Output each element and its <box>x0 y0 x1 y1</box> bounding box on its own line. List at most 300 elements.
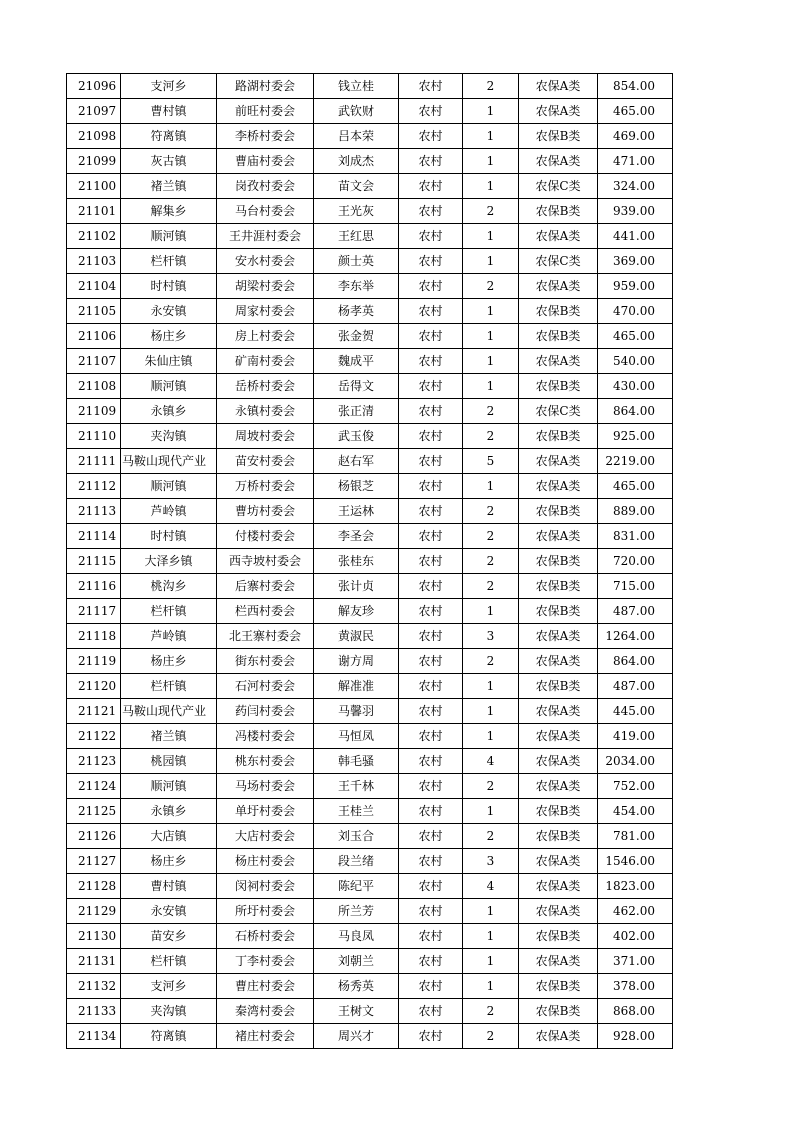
cell-village-committee: 西寺坡村委会 <box>217 549 314 574</box>
cell-insurance-category: 农保B类 <box>519 124 598 149</box>
cell-insurance-category: 农保A类 <box>519 224 598 249</box>
cell-village-committee: 万桥村委会 <box>217 474 314 499</box>
cell-township: 大店镇 <box>121 824 217 849</box>
table-row <box>67 424 673 449</box>
cell-township: 杨庄乡 <box>121 649 217 674</box>
cell-township: 栏杆镇 <box>121 949 217 974</box>
cell-insurance-category: 农保B类 <box>519 674 598 699</box>
cell-village-committee: 周家村委会 <box>217 299 314 324</box>
cell-person-name: 吕本荣 <box>314 124 399 149</box>
cell-household-type: 农村 <box>399 124 463 149</box>
cell-township: 曹村镇 <box>121 99 217 124</box>
cell-amount: 465.00 <box>598 324 673 349</box>
cell-household-type: 农村 <box>399 424 463 449</box>
cell-person-name: 解友珍 <box>314 599 399 624</box>
cell-person-name: 杨银芝 <box>314 474 399 499</box>
table-row <box>67 524 673 549</box>
cell-household-type: 农村 <box>399 249 463 274</box>
cell-amount: 831.00 <box>598 524 673 549</box>
table-row <box>67 899 673 924</box>
cell-insurance-category: 农保A类 <box>519 74 598 99</box>
cell-amount: 324.00 <box>598 174 673 199</box>
roster-table <box>66 73 673 1049</box>
cell-township: 褚兰镇 <box>121 174 217 199</box>
cell-insurance-category: 农保B类 <box>519 574 598 599</box>
cell-insurance-category: 农保C类 <box>519 399 598 424</box>
cell-household-type: 农村 <box>399 449 463 474</box>
cell-household-count: 3 <box>463 849 519 874</box>
cell-record-id: 21130 <box>67 924 121 949</box>
cell-insurance-category: 农保B类 <box>519 924 598 949</box>
cell-village-committee: 房上村委会 <box>217 324 314 349</box>
cell-amount: 369.00 <box>598 249 673 274</box>
cell-amount: 1546.00 <box>598 849 673 874</box>
cell-household-type: 农村 <box>399 974 463 999</box>
cell-village-committee: 栏西村委会 <box>217 599 314 624</box>
cell-insurance-category: 农保A类 <box>519 524 598 549</box>
cell-record-id: 21122 <box>67 724 121 749</box>
cell-person-name: 王桂兰 <box>314 799 399 824</box>
table-row <box>67 974 673 999</box>
cell-record-id: 21098 <box>67 124 121 149</box>
cell-insurance-category: 农保A类 <box>519 349 598 374</box>
cell-insurance-category: 农保A类 <box>519 149 598 174</box>
cell-village-committee: 街东村委会 <box>217 649 314 674</box>
cell-household-count: 4 <box>463 749 519 774</box>
cell-amount: 469.00 <box>598 124 673 149</box>
cell-village-committee: 丁李村委会 <box>217 949 314 974</box>
cell-household-count: 2 <box>463 524 519 549</box>
cell-record-id: 21099 <box>67 149 121 174</box>
cell-household-type: 农村 <box>399 949 463 974</box>
cell-person-name: 魏成平 <box>314 349 399 374</box>
table-row <box>67 674 673 699</box>
table-row <box>67 924 673 949</box>
cell-record-id: 21116 <box>67 574 121 599</box>
cell-amount: 864.00 <box>598 399 673 424</box>
cell-household-type: 农村 <box>399 824 463 849</box>
cell-household-count: 1 <box>463 249 519 274</box>
cell-person-name: 谢方周 <box>314 649 399 674</box>
cell-amount: 419.00 <box>598 724 673 749</box>
cell-village-committee: 岳桥村委会 <box>217 374 314 399</box>
cell-insurance-category: 农保A类 <box>519 449 598 474</box>
cell-person-name: 张桂东 <box>314 549 399 574</box>
cell-township: 马鞍山现代产业 <box>121 699 217 724</box>
cell-amount: 441.00 <box>598 224 673 249</box>
cell-village-committee: 石桥村委会 <box>217 924 314 949</box>
cell-village-committee: 桃东村委会 <box>217 749 314 774</box>
table-row <box>67 499 673 524</box>
cell-village-committee: 冯楼村委会 <box>217 724 314 749</box>
cell-insurance-category: 农保A类 <box>519 699 598 724</box>
cell-household-type: 农村 <box>399 199 463 224</box>
table-row <box>67 74 673 99</box>
cell-record-id: 21112 <box>67 474 121 499</box>
cell-amount: 928.00 <box>598 1024 673 1049</box>
cell-record-id: 21132 <box>67 974 121 999</box>
cell-household-count: 1 <box>463 599 519 624</box>
cell-township: 曹村镇 <box>121 874 217 899</box>
cell-household-type: 农村 <box>399 1024 463 1049</box>
cell-household-count: 1 <box>463 374 519 399</box>
cell-household-count: 1 <box>463 799 519 824</box>
cell-record-id: 21100 <box>67 174 121 199</box>
cell-township: 马鞍山现代产业 <box>121 449 217 474</box>
cell-amount: 471.00 <box>598 149 673 174</box>
cell-person-name: 刘朝兰 <box>314 949 399 974</box>
cell-household-type: 农村 <box>399 849 463 874</box>
cell-record-id: 21118 <box>67 624 121 649</box>
cell-person-name: 刘玉合 <box>314 824 399 849</box>
cell-household-count: 2 <box>463 1024 519 1049</box>
cell-household-count: 1 <box>463 224 519 249</box>
cell-township: 时村镇 <box>121 524 217 549</box>
cell-record-id: 21101 <box>67 199 121 224</box>
cell-household-type: 农村 <box>399 699 463 724</box>
cell-village-committee: 北王寨村委会 <box>217 624 314 649</box>
cell-record-id: 21127 <box>67 849 121 874</box>
cell-insurance-category: 农保A类 <box>519 99 598 124</box>
cell-village-committee: 岗孜村委会 <box>217 174 314 199</box>
cell-amount: 2034.00 <box>598 749 673 774</box>
cell-village-committee: 石河村委会 <box>217 674 314 699</box>
cell-person-name: 马馨羽 <box>314 699 399 724</box>
cell-person-name: 张金贺 <box>314 324 399 349</box>
cell-person-name: 武钦财 <box>314 99 399 124</box>
cell-township: 大泽乡镇 <box>121 549 217 574</box>
cell-township: 永镇乡 <box>121 399 217 424</box>
cell-record-id: 21125 <box>67 799 121 824</box>
table-row <box>67 199 673 224</box>
cell-person-name: 所兰芳 <box>314 899 399 924</box>
table-row <box>67 574 673 599</box>
cell-record-id: 21128 <box>67 874 121 899</box>
cell-village-committee: 杨庄村委会 <box>217 849 314 874</box>
cell-township: 顺河镇 <box>121 774 217 799</box>
cell-household-type: 农村 <box>399 599 463 624</box>
cell-household-count: 2 <box>463 274 519 299</box>
cell-household-type: 农村 <box>399 399 463 424</box>
cell-village-committee: 曹坊村委会 <box>217 499 314 524</box>
cell-township: 时村镇 <box>121 274 217 299</box>
cell-household-type: 农村 <box>399 799 463 824</box>
cell-insurance-category: 农保B类 <box>519 199 598 224</box>
cell-amount: 959.00 <box>598 274 673 299</box>
cell-amount: 781.00 <box>598 824 673 849</box>
cell-village-committee: 马场村委会 <box>217 774 314 799</box>
cell-household-count: 2 <box>463 399 519 424</box>
cell-person-name: 李东举 <box>314 274 399 299</box>
cell-record-id: 21119 <box>67 649 121 674</box>
cell-household-type: 农村 <box>399 549 463 574</box>
cell-amount: 465.00 <box>598 99 673 124</box>
cell-household-count: 2 <box>463 574 519 599</box>
cell-record-id: 21102 <box>67 224 121 249</box>
cell-record-id: 21133 <box>67 999 121 1024</box>
cell-village-committee: 褚庄村委会 <box>217 1024 314 1049</box>
cell-insurance-category: 农保B类 <box>519 974 598 999</box>
cell-person-name: 张正清 <box>314 399 399 424</box>
cell-village-committee: 闵祠村委会 <box>217 874 314 899</box>
cell-record-id: 21126 <box>67 824 121 849</box>
table-row <box>67 249 673 274</box>
cell-village-committee: 矿南村委会 <box>217 349 314 374</box>
cell-person-name: 颜士英 <box>314 249 399 274</box>
cell-township: 杨庄乡 <box>121 324 217 349</box>
cell-household-type: 农村 <box>399 524 463 549</box>
cell-village-committee: 单圩村委会 <box>217 799 314 824</box>
table-row <box>67 474 673 499</box>
cell-person-name: 马良凤 <box>314 924 399 949</box>
cell-insurance-category: 农保B类 <box>519 999 598 1024</box>
cell-household-count: 2 <box>463 549 519 574</box>
cell-village-committee: 药闫村委会 <box>217 699 314 724</box>
cell-amount: 402.00 <box>598 924 673 949</box>
cell-record-id: 21109 <box>67 399 121 424</box>
cell-insurance-category: 农保A类 <box>519 649 598 674</box>
cell-township: 朱仙庄镇 <box>121 349 217 374</box>
table-row <box>67 324 673 349</box>
cell-amount: 715.00 <box>598 574 673 599</box>
cell-insurance-category: 农保A类 <box>519 874 598 899</box>
cell-village-committee: 秦湾村委会 <box>217 999 314 1024</box>
cell-insurance-category: 农保A类 <box>519 474 598 499</box>
cell-township: 桃沟乡 <box>121 574 217 599</box>
cell-amount: 854.00 <box>598 74 673 99</box>
cell-amount: 371.00 <box>598 949 673 974</box>
cell-household-type: 农村 <box>399 649 463 674</box>
cell-township: 符离镇 <box>121 1024 217 1049</box>
cell-amount: 487.00 <box>598 599 673 624</box>
cell-insurance-category: 农保A类 <box>519 749 598 774</box>
cell-household-count: 1 <box>463 149 519 174</box>
cell-insurance-category: 农保B类 <box>519 324 598 349</box>
cell-township: 符离镇 <box>121 124 217 149</box>
cell-record-id: 21107 <box>67 349 121 374</box>
cell-record-id: 21114 <box>67 524 121 549</box>
cell-village-committee: 李桥村委会 <box>217 124 314 149</box>
table-row <box>67 949 673 974</box>
roster-body <box>67 74 673 1049</box>
cell-person-name: 岳得文 <box>314 374 399 399</box>
cell-household-count: 4 <box>463 874 519 899</box>
cell-insurance-category: 农保A类 <box>519 724 598 749</box>
cell-household-count: 2 <box>463 774 519 799</box>
cell-household-count: 2 <box>463 74 519 99</box>
cell-township: 解集乡 <box>121 199 217 224</box>
table-row <box>67 749 673 774</box>
cell-record-id: 21097 <box>67 99 121 124</box>
cell-record-id: 21121 <box>67 699 121 724</box>
cell-village-committee: 大店村委会 <box>217 824 314 849</box>
cell-household-count: 1 <box>463 349 519 374</box>
cell-person-name: 王运林 <box>314 499 399 524</box>
cell-household-count: 1 <box>463 174 519 199</box>
cell-household-count: 3 <box>463 624 519 649</box>
cell-household-count: 1 <box>463 724 519 749</box>
cell-insurance-category: 农保B类 <box>519 374 598 399</box>
cell-amount: 939.00 <box>598 199 673 224</box>
cell-amount: 445.00 <box>598 699 673 724</box>
cell-township: 顺河镇 <box>121 374 217 399</box>
table-row <box>67 649 673 674</box>
cell-household-type: 农村 <box>399 674 463 699</box>
cell-household-count: 1 <box>463 99 519 124</box>
cell-township: 顺河镇 <box>121 224 217 249</box>
cell-household-type: 农村 <box>399 324 463 349</box>
cell-person-name: 刘成杰 <box>314 149 399 174</box>
cell-household-count: 1 <box>463 699 519 724</box>
table-row <box>67 299 673 324</box>
table-row <box>67 799 673 824</box>
cell-insurance-category: 农保A类 <box>519 899 598 924</box>
cell-record-id: 21117 <box>67 599 121 624</box>
cell-amount: 378.00 <box>598 974 673 999</box>
table-row <box>67 874 673 899</box>
table-row <box>67 699 673 724</box>
cell-person-name: 赵右军 <box>314 449 399 474</box>
cell-village-committee: 曹庄村委会 <box>217 974 314 999</box>
cell-record-id: 21096 <box>67 74 121 99</box>
cell-household-type: 农村 <box>399 174 463 199</box>
cell-village-committee: 周坡村委会 <box>217 424 314 449</box>
cell-township: 苗安乡 <box>121 924 217 949</box>
cell-insurance-category: 农保B类 <box>519 549 598 574</box>
cell-record-id: 21134 <box>67 1024 121 1049</box>
cell-person-name: 王红思 <box>314 224 399 249</box>
cell-record-id: 21131 <box>67 949 121 974</box>
cell-record-id: 21124 <box>67 774 121 799</box>
cell-insurance-category: 农保B类 <box>519 299 598 324</box>
cell-record-id: 21110 <box>67 424 121 449</box>
cell-household-type: 农村 <box>399 274 463 299</box>
cell-household-type: 农村 <box>399 299 463 324</box>
cell-village-committee: 所圩村委会 <box>217 899 314 924</box>
cell-township: 芦岭镇 <box>121 499 217 524</box>
cell-person-name: 钱立桂 <box>314 74 399 99</box>
table-row <box>67 124 673 149</box>
cell-household-count: 1 <box>463 974 519 999</box>
cell-amount: 487.00 <box>598 674 673 699</box>
cell-insurance-category: 农保B类 <box>519 824 598 849</box>
cell-insurance-category: 农保A类 <box>519 849 598 874</box>
cell-amount: 925.00 <box>598 424 673 449</box>
cell-township: 永安镇 <box>121 899 217 924</box>
cell-township: 永镇乡 <box>121 799 217 824</box>
cell-person-name: 黄淑民 <box>314 624 399 649</box>
cell-township: 永安镇 <box>121 299 217 324</box>
cell-amount: 889.00 <box>598 499 673 524</box>
cell-household-count: 1 <box>463 324 519 349</box>
cell-township: 灰古镇 <box>121 149 217 174</box>
cell-household-count: 2 <box>463 649 519 674</box>
cell-amount: 540.00 <box>598 349 673 374</box>
cell-household-count: 2 <box>463 499 519 524</box>
cell-person-name: 杨秀英 <box>314 974 399 999</box>
cell-insurance-category: 农保C类 <box>519 174 598 199</box>
cell-record-id: 21123 <box>67 749 121 774</box>
cell-household-count: 2 <box>463 424 519 449</box>
cell-village-committee: 永镇村委会 <box>217 399 314 424</box>
cell-person-name: 解准准 <box>314 674 399 699</box>
cell-record-id: 21103 <box>67 249 121 274</box>
cell-township: 夹沟镇 <box>121 999 217 1024</box>
cell-household-count: 1 <box>463 299 519 324</box>
cell-amount: 2219.00 <box>598 449 673 474</box>
table-row <box>67 549 673 574</box>
cell-person-name: 陈纪平 <box>314 874 399 899</box>
table-row <box>67 99 673 124</box>
cell-person-name: 王光灰 <box>314 199 399 224</box>
cell-village-committee: 前旺村委会 <box>217 99 314 124</box>
cell-insurance-category: 农保A类 <box>519 774 598 799</box>
cell-person-name: 王千林 <box>314 774 399 799</box>
cell-record-id: 21129 <box>67 899 121 924</box>
cell-amount: 720.00 <box>598 549 673 574</box>
cell-insurance-category: 农保B类 <box>519 799 598 824</box>
cell-amount: 1264.00 <box>598 624 673 649</box>
cell-household-type: 农村 <box>399 899 463 924</box>
cell-household-type: 农村 <box>399 749 463 774</box>
table-row <box>67 149 673 174</box>
cell-village-committee: 路湖村委会 <box>217 74 314 99</box>
cell-household-type: 农村 <box>399 999 463 1024</box>
cell-household-count: 2 <box>463 999 519 1024</box>
cell-township: 支河乡 <box>121 74 217 99</box>
cell-household-count: 1 <box>463 474 519 499</box>
cell-household-type: 农村 <box>399 149 463 174</box>
cell-village-committee: 安水村委会 <box>217 249 314 274</box>
cell-insurance-category: 农保B类 <box>519 424 598 449</box>
table-row <box>67 774 673 799</box>
cell-township: 杨庄乡 <box>121 849 217 874</box>
cell-household-type: 农村 <box>399 474 463 499</box>
cell-township: 桃园镇 <box>121 749 217 774</box>
cell-person-name: 周兴才 <box>314 1024 399 1049</box>
table-row <box>67 374 673 399</box>
cell-record-id: 21120 <box>67 674 121 699</box>
cell-person-name: 杨孝英 <box>314 299 399 324</box>
table-row <box>67 824 673 849</box>
cell-household-count: 5 <box>463 449 519 474</box>
table-row <box>67 449 673 474</box>
cell-township: 栏杆镇 <box>121 674 217 699</box>
cell-insurance-category: 农保B类 <box>519 499 598 524</box>
cell-household-count: 1 <box>463 949 519 974</box>
cell-household-type: 农村 <box>399 624 463 649</box>
cell-insurance-category: 农保A类 <box>519 1024 598 1049</box>
cell-record-id: 21108 <box>67 374 121 399</box>
cell-record-id: 21111 <box>67 449 121 474</box>
cell-record-id: 21106 <box>67 324 121 349</box>
table-row <box>67 274 673 299</box>
cell-record-id: 21104 <box>67 274 121 299</box>
cell-household-count: 1 <box>463 899 519 924</box>
cell-household-count: 2 <box>463 824 519 849</box>
cell-household-type: 农村 <box>399 774 463 799</box>
table-row <box>67 224 673 249</box>
table-row <box>67 849 673 874</box>
cell-insurance-category: 农保A类 <box>519 274 598 299</box>
cell-township: 褚兰镇 <box>121 724 217 749</box>
cell-insurance-category: 农保B类 <box>519 599 598 624</box>
cell-township: 芦岭镇 <box>121 624 217 649</box>
cell-record-id: 21115 <box>67 549 121 574</box>
table-row <box>67 349 673 374</box>
cell-person-name: 李圣会 <box>314 524 399 549</box>
cell-amount: 752.00 <box>598 774 673 799</box>
